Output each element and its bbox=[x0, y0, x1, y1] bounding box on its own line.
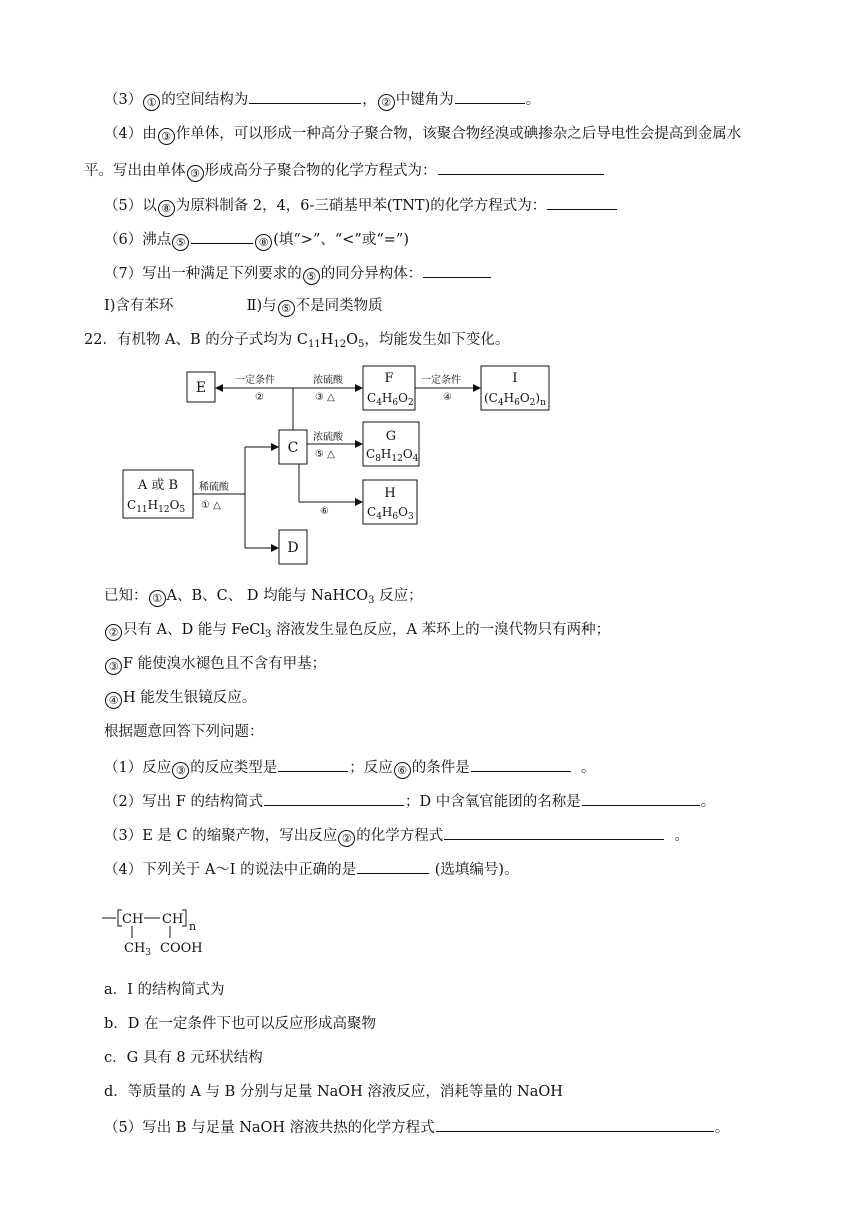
text: 的同分异构体： bbox=[320, 266, 423, 282]
known-1 bbox=[104, 586, 423, 607]
subscript: 3 bbox=[265, 629, 272, 640]
circled-number: ③ bbox=[187, 165, 204, 182]
answer-blank[interactable] bbox=[444, 824, 664, 840]
answer-blank[interactable] bbox=[471, 756, 571, 772]
text: 只有 A、D 能与 FeCl bbox=[123, 622, 266, 638]
q4-line1 bbox=[104, 124, 741, 145]
answer-blank[interactable] bbox=[278, 756, 348, 772]
circled-number: ④ bbox=[105, 692, 122, 709]
subscript: 12 bbox=[333, 339, 347, 350]
reagent-1: 稀硫酸 bbox=[199, 482, 229, 493]
text: 的反应类型是 bbox=[190, 760, 278, 776]
text: 22．有机物 A、B 的分子式均为 C bbox=[84, 332, 308, 348]
reagent-2: 一定条件 bbox=[235, 375, 275, 386]
text: 中键角为 bbox=[395, 92, 454, 108]
formula-F: $C_4H_6O_2$ bbox=[367, 391, 414, 408]
label-G: G bbox=[385, 429, 397, 444]
p2-line bbox=[104, 790, 715, 812]
condition-4: ④ bbox=[443, 392, 452, 403]
condition-3: ③ △ bbox=[315, 392, 335, 403]
text: b．D 在一定条件下也可以反应形成高聚物 bbox=[104, 1016, 377, 1032]
condition-5: ⑤ △ bbox=[315, 449, 335, 460]
q7-conditions bbox=[104, 296, 383, 317]
circled-number: ① bbox=[149, 590, 166, 607]
circled-number: ⑥ bbox=[394, 762, 411, 779]
question-number: （3） bbox=[104, 92, 143, 108]
text: a．I 的结构简式为 bbox=[104, 982, 225, 998]
p4-line bbox=[104, 858, 519, 880]
text: d．等质量的 A 与 B 分别与足量 NaOH 溶液反应，消耗等量的 NaOH bbox=[104, 1084, 563, 1100]
condition-1: ① △ bbox=[201, 500, 221, 511]
condition-i: Ⅰ)含有苯环 bbox=[104, 298, 174, 314]
condition-6: ⑥ bbox=[320, 506, 329, 517]
text: 。 bbox=[714, 1120, 730, 1136]
text: 形成高分子聚合物的化学方程式为： bbox=[204, 163, 437, 179]
answer-blank[interactable] bbox=[423, 262, 491, 278]
option-d bbox=[104, 1082, 563, 1102]
condition-2: ② bbox=[255, 392, 264, 403]
text: 的化学方程式 bbox=[356, 828, 444, 844]
known-2 bbox=[104, 620, 610, 641]
subscript: 5 bbox=[358, 339, 365, 350]
text: 根据题意回答下列问题： bbox=[104, 724, 264, 740]
text: （4）下列关于 A～I 的说法中正确的是 bbox=[104, 862, 357, 878]
text: 为原料制备 2，4，6-三硝基甲苯(TNT)的化学方程式为： bbox=[175, 198, 547, 214]
known-4 bbox=[104, 688, 256, 709]
circled-number: ③ bbox=[158, 128, 175, 145]
text: 作单体，可以形成一种高分子聚合物，该聚合物经溴或碘掺杂之后导电性会提高到金属水 bbox=[175, 126, 742, 142]
answer-blank[interactable] bbox=[547, 194, 617, 210]
text: 平。写出由单体 bbox=[84, 163, 186, 179]
text: F 能使溴水褪色且不含有甲基； bbox=[123, 656, 327, 672]
p5-line bbox=[104, 1116, 729, 1138]
label-AB: A 或 B bbox=[137, 478, 179, 493]
polymer-ch1: CH bbox=[122, 912, 144, 927]
circled-number: ② bbox=[378, 94, 395, 111]
formula-H: $C_4H_6O_3$ bbox=[367, 505, 414, 522]
text: ；反应 bbox=[349, 760, 393, 776]
answer-blank[interactable] bbox=[438, 159, 604, 175]
option-c bbox=[104, 1048, 263, 1068]
circled-number: ⑤ bbox=[278, 300, 295, 317]
text: ；D 中含氧官能团的名称是 bbox=[405, 794, 581, 810]
circled-number: ⑧ bbox=[158, 200, 175, 217]
text: （2）写出 F 的结构简式 bbox=[104, 794, 264, 810]
text: ， bbox=[362, 92, 377, 108]
reagent-5: 浓硫酸 bbox=[313, 432, 343, 443]
q22-intro bbox=[84, 330, 509, 350]
circled-number: ③ bbox=[172, 762, 189, 779]
answer-blank[interactable] bbox=[191, 228, 253, 244]
reagent-4: 一定条件 bbox=[421, 375, 461, 386]
reagent-3: 浓硫酸 bbox=[313, 375, 343, 386]
q6-line bbox=[104, 228, 409, 251]
circled-number: ① bbox=[143, 94, 160, 111]
text: 的条件是 bbox=[411, 760, 470, 776]
reaction-diagram bbox=[115, 360, 625, 575]
text: 的空间结构为 bbox=[161, 92, 249, 108]
prompt bbox=[104, 722, 264, 742]
circled-number: ② bbox=[338, 830, 355, 847]
circled-number: ② bbox=[105, 624, 122, 641]
text: (选填编号)。 bbox=[430, 862, 519, 878]
polymer-sub1: $CH_3$ bbox=[124, 941, 152, 958]
question-number: （4）由 bbox=[104, 126, 157, 142]
text: c．G 具有 8 元环状结构 bbox=[104, 1050, 263, 1066]
text: 。 bbox=[525, 92, 541, 108]
question-number: （6）沸点 bbox=[104, 232, 172, 248]
answer-blank[interactable] bbox=[264, 790, 404, 806]
q7-line bbox=[104, 262, 492, 285]
text: 已知： bbox=[104, 588, 148, 604]
answer-blank[interactable] bbox=[357, 858, 429, 874]
p3-line bbox=[104, 824, 689, 847]
subscript: 11 bbox=[308, 339, 321, 350]
text: （5）写出 B 与足量 NaOH 溶液共热的化学方程式 bbox=[104, 1120, 435, 1136]
q5-line bbox=[104, 194, 618, 217]
text: 。 bbox=[580, 760, 596, 776]
option-a bbox=[104, 980, 224, 1000]
text: H bbox=[320, 332, 334, 348]
formula-G: $C_8H_{12}O_4$ bbox=[366, 447, 419, 464]
circled-number: ③ bbox=[105, 658, 122, 675]
label-D: D bbox=[287, 540, 299, 556]
text: 。 bbox=[700, 794, 716, 810]
q3-line bbox=[104, 88, 540, 111]
circled-number: ⑧ bbox=[255, 234, 272, 251]
answer-blank[interactable] bbox=[436, 1116, 714, 1132]
answer-blank[interactable] bbox=[582, 790, 700, 806]
text: O bbox=[346, 332, 359, 348]
label-E: E bbox=[195, 380, 207, 396]
formula-I: $(C_4H_6O_2)_n$ bbox=[484, 391, 546, 408]
polymer-structure bbox=[100, 902, 220, 958]
option-b bbox=[104, 1014, 376, 1034]
polymer-ch2: CH bbox=[162, 912, 184, 927]
question-number: （7）写出一种满足下列要求的 bbox=[104, 266, 302, 282]
text: （3）E 是 C 的缩聚产物，写出反应 bbox=[104, 828, 338, 844]
text: (填“>”、“<”或“=”) bbox=[273, 232, 409, 248]
text: 溶液发生显色反应，A 苯环上的一溴代物只有两种； bbox=[271, 622, 611, 638]
text: ，均能发生如下变化。 bbox=[364, 332, 510, 348]
circled-number: ⑤ bbox=[303, 268, 320, 285]
label-C: C bbox=[287, 440, 299, 456]
formula-AB: $C_{11}H_{12}O_5$ bbox=[127, 498, 186, 515]
q4-line2 bbox=[84, 159, 605, 182]
polymer-n: n bbox=[189, 920, 197, 933]
condition-ii: Ⅱ)与 bbox=[246, 298, 277, 314]
answer-blank[interactable] bbox=[249, 88, 361, 104]
p1-line bbox=[104, 756, 595, 779]
label-F: F bbox=[384, 371, 394, 386]
subscript: 3 bbox=[368, 595, 375, 606]
text: 反应； bbox=[374, 588, 423, 604]
circled-number: ⑤ bbox=[172, 234, 189, 251]
label-H: H bbox=[384, 486, 396, 501]
label-I: I bbox=[512, 371, 518, 386]
answer-blank[interactable] bbox=[455, 88, 525, 104]
question-number: （5）以 bbox=[104, 198, 157, 214]
text: 。 bbox=[674, 828, 689, 844]
text: A、B、C、 D 均能与 NaHCO bbox=[166, 588, 369, 604]
known-3 bbox=[104, 654, 326, 675]
text: （1）反应 bbox=[104, 760, 172, 776]
polymer-sub2: COOH bbox=[160, 941, 203, 956]
text: 不是同类物质 bbox=[295, 298, 383, 314]
text: H 能发生银镜反应。 bbox=[123, 690, 257, 706]
